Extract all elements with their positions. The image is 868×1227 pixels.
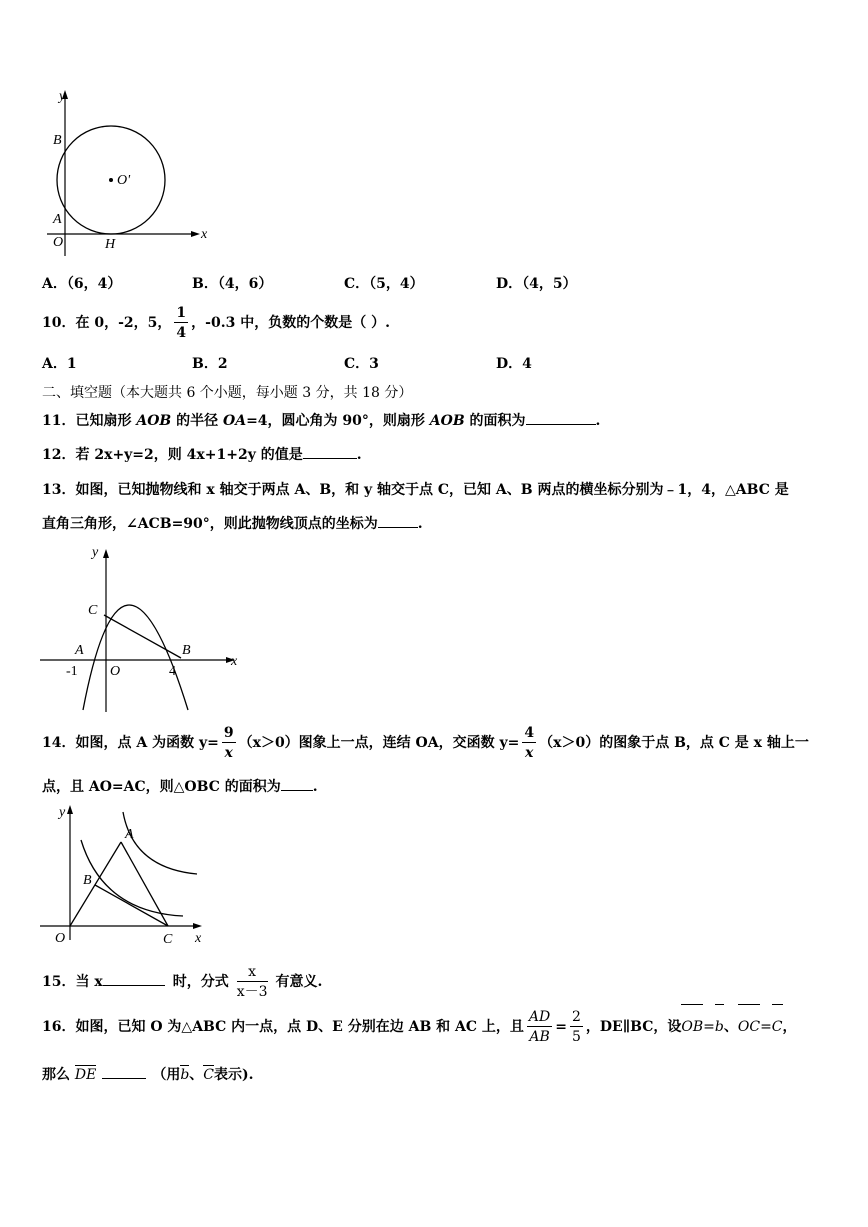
section-2-heading: 二、填空题（本大题共 6 个小题，每小题 3 分，共 18 分）	[42, 385, 413, 401]
q9-y-label: y	[59, 89, 66, 104]
q9-option-a[interactable]: A．（6，4）	[42, 276, 122, 292]
q16-fraction-2-5	[570, 1010, 583, 1044]
q9-point-a: A	[53, 212, 62, 227]
question-13-line-2	[42, 513, 423, 533]
q10-option-b[interactable]: B．2	[192, 356, 228, 372]
q14-text-2: （x＞0）图象上一点，连结 OA，交函数 y=	[238, 735, 520, 751]
q11-radius-name: OA	[223, 413, 247, 429]
q16-answer-blank[interactable]	[102, 1066, 146, 1079]
q14-point-c: C	[163, 932, 173, 947]
q16-text-line2-c: 、	[189, 1067, 204, 1083]
question-16-line-1	[42, 1006, 797, 1048]
q9-origin: O	[53, 235, 64, 250]
q15-text-2: 时，分式	[172, 974, 229, 990]
q16-text-1: 如图，已知 O 为△ABC 内一点，点 D、E 分别在边 AB 和 AC 上，且	[75, 1019, 524, 1035]
q10-text-post: ，-0.3 中，负数的个数是（ ）.	[191, 315, 390, 331]
q13-answer-blank[interactable]	[378, 515, 418, 528]
question-16-line-2	[42, 1064, 254, 1084]
q16-vector-b: b	[715, 1006, 724, 1048]
q14-text-1: 如图，点 A 为函数 y=	[75, 735, 219, 751]
q15-text-1: 当 x	[75, 974, 103, 990]
q13-text-line1: 如图，已知抛物线和 x 轴交于两点 A、B，和 y 轴交于点 C，已知 A、B 两点的横坐标分别为﹣1，4，△ABC 是	[75, 482, 789, 498]
q12-text: 若 2x+y=2，则 4x+1+2y 的值是	[75, 447, 303, 463]
question-14-line-2	[42, 776, 318, 796]
q13-tick-neg1: -1	[66, 664, 78, 679]
q13-tick-4: 4	[169, 664, 176, 679]
q14-end: .	[312, 779, 318, 795]
q15-fraction	[237, 965, 268, 999]
q10-option-d[interactable]: D．4	[496, 356, 532, 372]
q9-option-b[interactable]: B．（4，6）	[192, 276, 273, 292]
q9-x-label: x	[201, 227, 208, 242]
q14-number: 14．	[42, 735, 76, 751]
q14-text-3: （x＞0）的图象于点 B，点 C 是 x 轴上一	[539, 735, 809, 751]
q13-number: 13．	[42, 482, 76, 498]
q16-text-line2-a: 那么	[42, 1067, 75, 1083]
q13-text-line2: 直角三角形，∠ACB=90°，则此抛物线顶点的坐标为	[42, 516, 378, 532]
q16-vector-c-2: C	[203, 1067, 215, 1083]
q13-x-label: x	[231, 654, 238, 669]
q12-answer-blank[interactable]	[303, 446, 357, 459]
q11-answer-blank[interactable]	[526, 412, 596, 425]
q16-vector-oc: OC	[738, 1006, 760, 1048]
q14-text-line2: 点，且 AO=AC，则△OBC 的面积为	[42, 779, 281, 795]
q14-point-a: A	[125, 827, 134, 842]
q15-frac-numerator: x	[237, 965, 268, 982]
q15-text-3: 有意义.	[275, 974, 323, 990]
q16-separator: 、	[723, 1019, 738, 1035]
figure-q9-circle	[35, 80, 215, 260]
question-10	[42, 306, 390, 340]
q13-point-b: B	[182, 643, 191, 658]
q14-fraction-2	[522, 726, 536, 760]
q16-vector-b-2: b	[180, 1067, 190, 1083]
q14-origin: O	[55, 931, 66, 946]
q13-point-a: A	[75, 643, 84, 658]
q16-equals: =	[555, 1019, 567, 1035]
q13-y-label: y	[92, 545, 99, 560]
q16-vector-c: C	[772, 1006, 783, 1048]
q13-point-c: C	[88, 603, 98, 618]
q9-point-b: B	[53, 133, 62, 148]
q12-end: .	[356, 447, 362, 463]
q12-number: 12．	[42, 447, 76, 463]
q10-fraction	[174, 306, 188, 340]
q11-number: 11．	[42, 413, 76, 429]
q10-frac-denominator: 4	[176, 325, 187, 341]
q11-text-4: 的面积为	[464, 413, 526, 429]
q13-origin: O	[110, 664, 121, 679]
q15-frac-denominator: x－3	[236, 984, 268, 1000]
q15-number: 15．	[42, 974, 76, 990]
q11-text-2: 的半径	[171, 413, 223, 429]
question-13-line-1	[42, 479, 789, 499]
question-12	[42, 444, 362, 464]
q16-f1-numerator: AD	[528, 1009, 551, 1025]
q15-answer-blank[interactable]	[103, 973, 165, 986]
q14-y-label: y	[59, 805, 66, 820]
q16-fraction-ad-ab	[527, 1010, 552, 1044]
question-11	[42, 410, 600, 430]
q10-text-pre: 在 0，-2，5，	[75, 315, 172, 331]
q13-end: .	[417, 516, 423, 532]
q10-option-c[interactable]: C．3	[344, 356, 379, 372]
q14-fraction-1	[222, 726, 236, 760]
q11-text-3: =4，圆心角为 90°，则扇形	[246, 413, 430, 429]
q14-f1-numerator: 9	[223, 725, 234, 741]
q14-point-b: B	[83, 873, 92, 888]
q16-vector-ob: OB	[681, 1006, 703, 1048]
q16-equals-2: =	[703, 1019, 715, 1035]
figure-q13-parabola	[30, 540, 255, 715]
q11-end: .	[595, 413, 601, 429]
q10-frac-numerator: 1	[176, 305, 187, 321]
q9-option-c[interactable]: C．（5，4）	[344, 276, 424, 292]
q14-x-label: x	[195, 931, 202, 946]
q16-f1-denominator: AB	[529, 1029, 550, 1045]
q10-number: 10．	[42, 315, 76, 331]
q16-f2-numerator: 2	[572, 1009, 581, 1025]
q14-f2-numerator: 4	[524, 725, 535, 741]
q16-vector-de: DE	[74, 1067, 97, 1083]
figure-q14-hyperbolas	[35, 800, 220, 950]
q10-option-a[interactable]: A．1	[42, 356, 77, 372]
q11-sector-name-2: AOB	[429, 413, 465, 429]
q16-comma: ，	[782, 1019, 797, 1035]
q16-equals-3: =	[760, 1019, 772, 1035]
question-15	[42, 962, 322, 1002]
q9-option-d[interactable]: D．（4，5）	[496, 276, 577, 292]
question-14-line-1	[42, 722, 809, 764]
q9-point-h: H	[105, 237, 116, 252]
q16-text-line2-b: （用	[152, 1067, 181, 1083]
q14-f1-denominator: x	[224, 745, 233, 761]
q16-text-line2-d: 表示).	[214, 1067, 254, 1083]
q16-text-2: ，DE∥BC，设	[585, 1019, 682, 1035]
q11-text-1: 已知扇形	[75, 413, 137, 429]
q16-f2-denominator: 5	[572, 1029, 581, 1045]
q11-sector-name: AOB	[136, 413, 172, 429]
q9-point-oprime: O'	[117, 173, 131, 188]
q16-number: 16．	[42, 1019, 76, 1035]
q14-answer-blank[interactable]	[281, 778, 313, 791]
q14-f2-denominator: x	[525, 745, 534, 761]
